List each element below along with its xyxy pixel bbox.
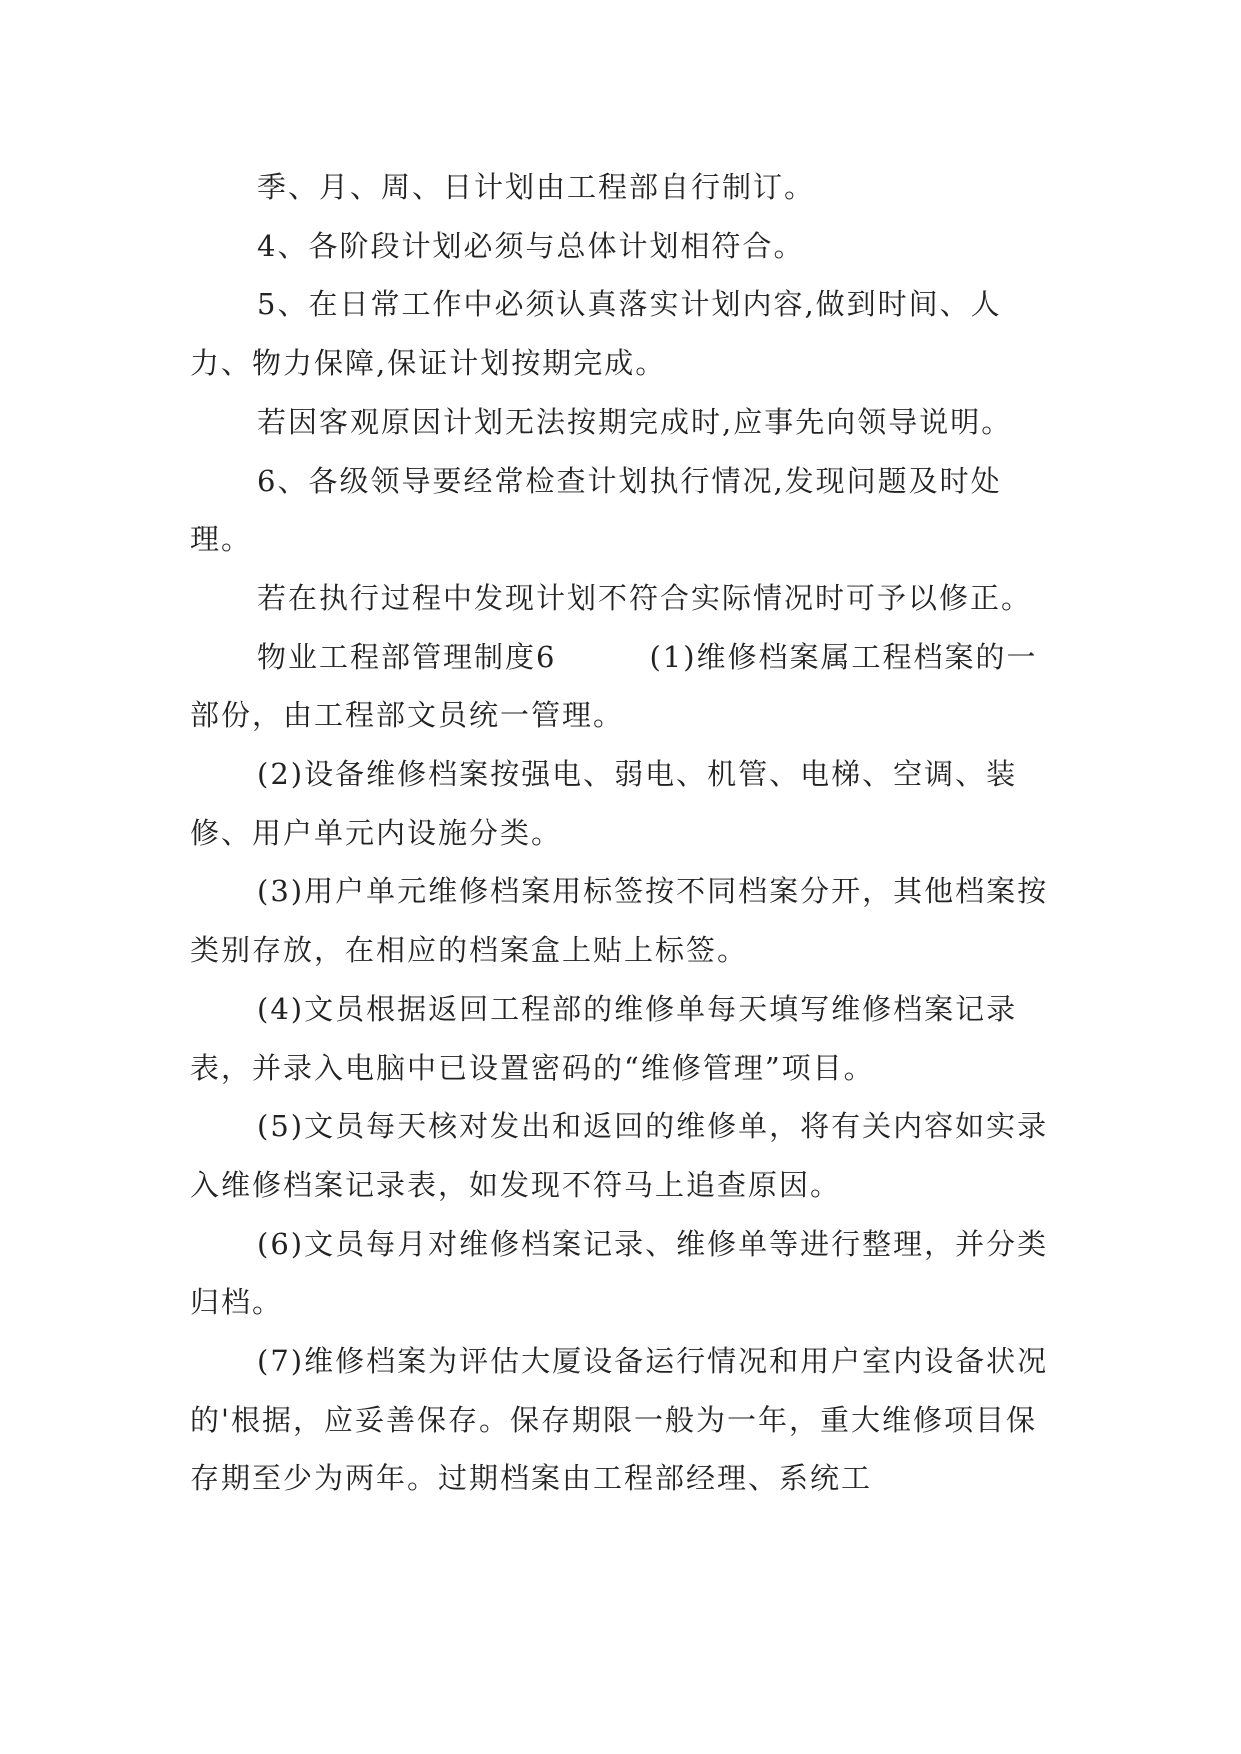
paragraph: 若在执行过程中发现计划不符合实际情况时可予以修正。	[257, 580, 1033, 615]
paragraph: 6、各级领导要经常检查计划执行情况,发现问题及时处理。	[190, 463, 1002, 557]
paragraph: 季、月、周、日计划由工程部自行制订。	[257, 170, 816, 204]
paragraph: (5)文员每天核对发出和返回的维修单，将有关内容如实录入维修档案记录表，如发现不符马上追查原因。	[190, 1109, 1049, 1202]
paragraph: (7)维修档案为评估大厦设备运行情况和用户室内设备状况的'根据，应妥善保存。保存期限一般为一年，重大维修项目保存期至少为两年。过期档案由工程部经理、系统工	[190, 1344, 1049, 1496]
paragraph: (3)用户单元维修档案用标签按不同档案分开，其他档案按类别存放，在相应的档案盒上贴上标签。	[190, 874, 1049, 968]
document-body	[190, 158, 1052, 1508]
paragraph: 物业工程部管理制度6 (1)维修档案属工程档案的一部份，由工程部文员统一管理。	[190, 639, 1038, 733]
paragraph: 5、在日常工作中必须认真落实计划内容,做到时间、人力、物力保障,保证计划按期完成。	[190, 287, 1002, 381]
paragraph: 若因客观原因计划无法按期完成时,应事先向领导说明。	[257, 404, 1013, 439]
paragraph: (6)文员每月对维修档案记录、维修单等进行整理，并分类归档。	[190, 1226, 1049, 1320]
paragraph: (4)文员根据返回工程部的维修单每天填写维修档案记录表，并录入电脑中已设置密码的“维修管理”项目。	[190, 991, 1018, 1085]
paragraph: 4、各阶段计划必须与总体计划相符合。	[257, 228, 805, 263]
paragraph: (2)设备维修档案按强电、弱电、机管、电梯、空调、装修、用户单元内设施分类。	[190, 757, 1018, 850]
